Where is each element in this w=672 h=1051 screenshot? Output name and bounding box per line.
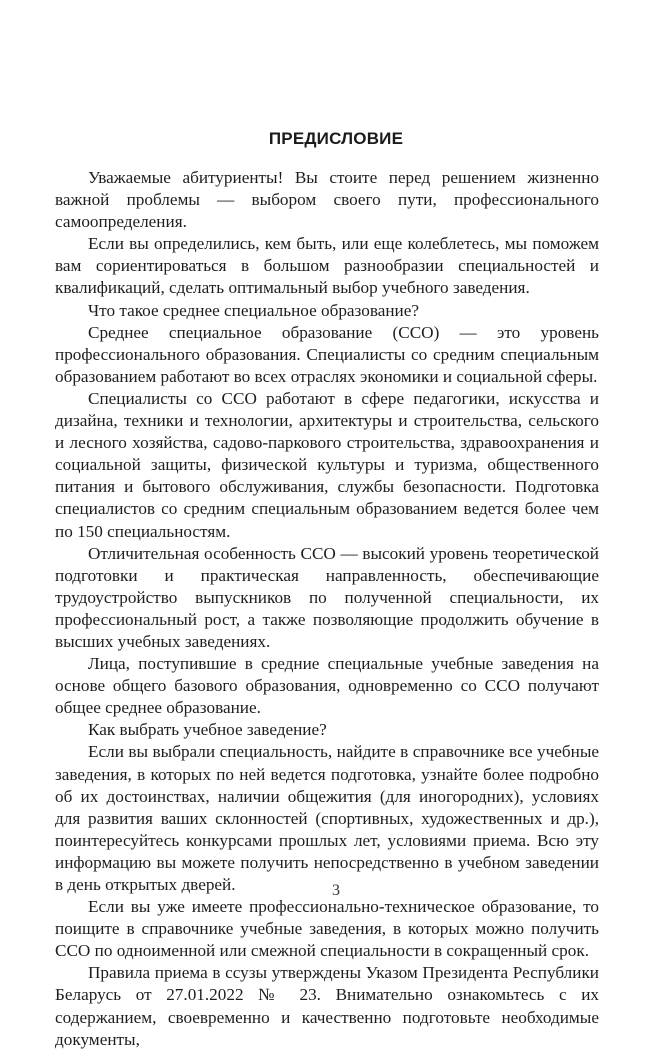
paragraph: Если вы выбрали специальность, найдите в справочнике все учебные заведения, в которых по ней ведется подготовка, узнайте более подробно об их достоинствах, наличии общежития (для иногородних), условиях для развития ваших склонностей (спортивных, художественных и др.), поинтересуйтесь конкурсами прошлых лет, условиями приема. Всю эту информацию вы можете получить непосредственно в учебном заведении в день открытых дверей. — [55, 742, 599, 894]
chapter-title: ПРЕДИСЛОВИЕ — [268, 129, 404, 148]
paragraph: Если вы определились, кем быть, или еще колеблетесь, мы поможем вам сориентироваться в большом разнообразии специальностей и квалификаций, сделать оптимальный выбор учебного заведения. — [55, 234, 599, 298]
paragraph-question: Что такое среднее специальное образование? — [88, 300, 420, 320]
page-number: 3 — [332, 882, 340, 899]
paragraph: Лица, поступившие в средние специальные учебные заведения на основе общего базового образования, одновременно со ССО получают общее среднее образование. — [55, 654, 599, 718]
paragraph: Отличительная особенность ССО — высокий уровень теоретической подготовки и практическая направленность, обеспечивающие трудоустройство выпускников по полученной специальности, их профессиональный рост, а также позволяющие продолжить обучение в высших учебных заведениях. — [55, 543, 599, 651]
paragraph: Уважаемые абитуриенты! Вы стоите перед решением жизненно важной проблемы — выбором своего пути, профессионального самоопределения. — [55, 168, 599, 232]
paragraph: Среднее специальное образование (ССО) — это уровень профессионального образования. Специалисты со средним специальным образованием работают во всех отраслях экономики и социальной сферы. — [55, 322, 599, 386]
paragraph-question: Как выбрать учебное заведение? — [88, 720, 327, 740]
paragraph: Специалисты со ССО работают в сфере педагогики, искусства и дизайна, техники и технологии, архитектуры и строительства, сельского и лесного хозяйства, садово-паркового строительства, здравоохранения и социальной защиты, физической культуры и туризма, общественного питания и бытового обслуживания, службы безопасности. Подготовка специалистов со средним специальным образованием ведется более чем по 150 специальностям. — [55, 388, 599, 541]
paragraph: Если вы уже имеете профессионально-техническое образование, то поищите в справочнике учебные заведения, в которых можно получить ССО по одноименной или смежной специальности в сокращенный срок. — [55, 897, 599, 961]
paragraph: Правила приема в ссузы утверждены Указом Президента Республики Беларусь от 27.01.2022 № 23. Внимательно ознакомьтесь с их содержанием, своевременно и качественно подготовьте необходимые документы, — [55, 963, 599, 1049]
body-text — [55, 167, 599, 1051]
